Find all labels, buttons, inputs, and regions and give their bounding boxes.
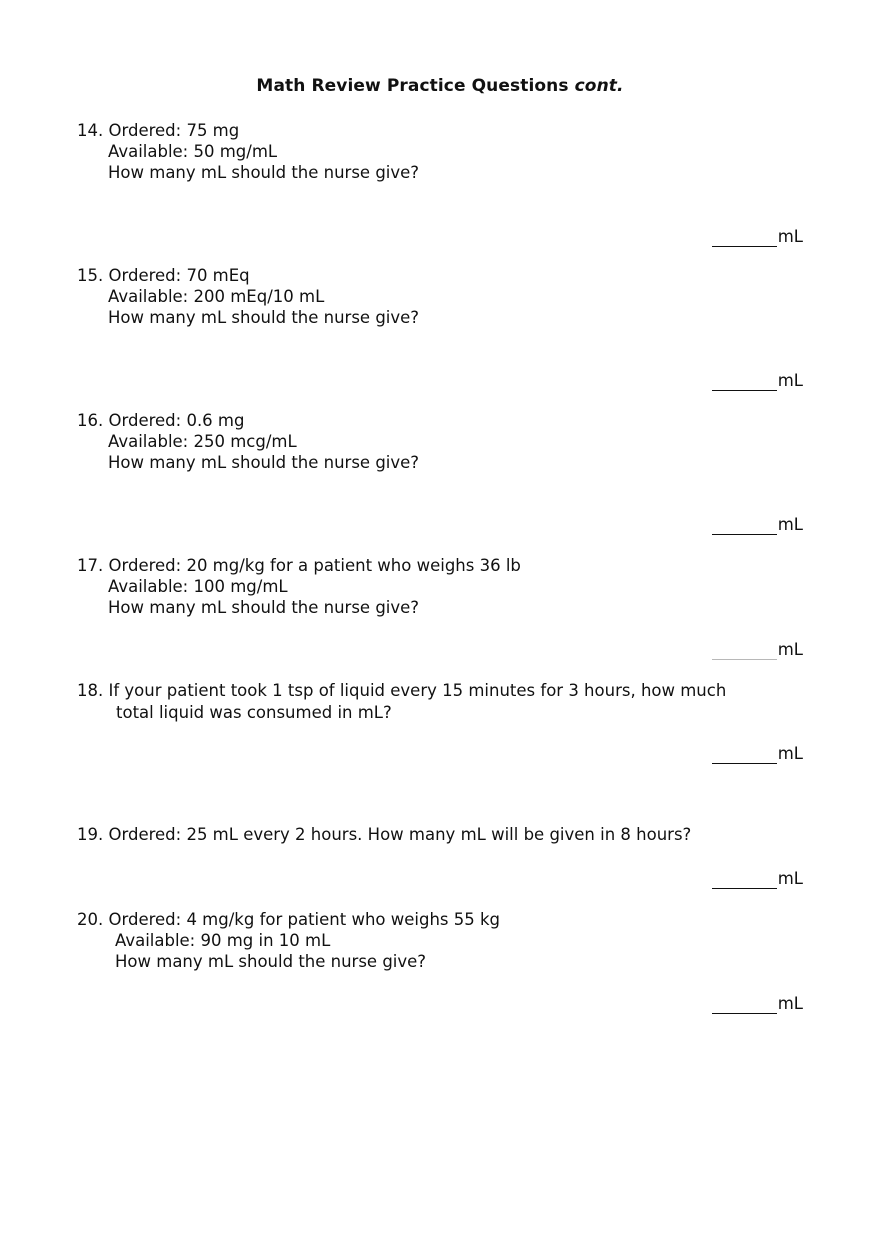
answer-unit: mL [777, 640, 803, 659]
answer-unit: mL [777, 227, 803, 246]
answer-blank[interactable] [712, 997, 777, 1014]
answer-blank[interactable] [712, 230, 777, 247]
answer-blank[interactable] [712, 747, 777, 764]
question-18-prompt-continued: total liquid was consumed in mL? [116, 703, 392, 722]
question-20-available: Available: 90 mg in 10 mL [115, 931, 331, 950]
answer-unit: mL [777, 515, 803, 534]
question-17-ordered: 17. Ordered: 20 mg/kg for a patient who weighs 36 lb [77, 556, 521, 575]
question-14-available: Available: 50 mg/mL [108, 142, 278, 161]
question-20-ordered: 20. Ordered: 4 mg/kg for patient who weighs 55 kg [77, 910, 501, 929]
question-15-answer-field[interactable] [712, 370, 803, 391]
question-14-prompt: How many mL should the nurse give? [108, 163, 420, 182]
question-14-answer-field[interactable] [712, 226, 803, 247]
question-17-prompt: How many mL should the nurse give? [108, 598, 420, 617]
page-title-text: Math Review Practice Questions [256, 76, 569, 96]
answer-blank[interactable] [712, 643, 777, 660]
answer-unit: mL [777, 371, 803, 390]
question-16-prompt: How many mL should the nurse give? [108, 453, 420, 472]
answer-blank[interactable] [712, 872, 777, 889]
question-17-available: Available: 100 mg/mL [108, 577, 288, 596]
question-20-answer-field[interactable] [712, 993, 803, 1014]
answer-blank[interactable] [712, 518, 777, 535]
question-16-answer-field[interactable] [712, 514, 803, 535]
question-18-answer-field[interactable] [712, 743, 803, 764]
question-16-available: Available: 250 mcg/mL [108, 432, 297, 451]
question-17-answer-field[interactable] [712, 639, 803, 660]
question-15-ordered: 15. Ordered: 70 mEq [77, 266, 250, 285]
answer-unit: mL [777, 869, 803, 888]
page-title-suffix: cont. [574, 76, 624, 96]
answer-unit: mL [777, 744, 803, 763]
question-15-prompt: How many mL should the nurse give? [108, 308, 420, 327]
question-19-prompt: 19. Ordered: 25 mL every 2 hours. How many mL will be given in 8 hours? [77, 825, 692, 844]
question-19-answer-field[interactable] [712, 868, 803, 889]
answer-blank[interactable] [712, 374, 777, 391]
question-20-prompt: How many mL should the nurse give? [115, 952, 427, 971]
answer-unit: mL [777, 994, 803, 1013]
question-16-ordered: 16. Ordered: 0.6 mg [77, 411, 245, 430]
question-18-prompt: 18. If your patient took 1 tsp of liquid every 15 minutes for 3 hours, how much [77, 681, 727, 700]
page-title [0, 76, 880, 96]
question-15-available: Available: 200 mEq/10 mL [108, 287, 325, 306]
question-14-ordered: 14. Ordered: 75 mg [77, 121, 240, 140]
